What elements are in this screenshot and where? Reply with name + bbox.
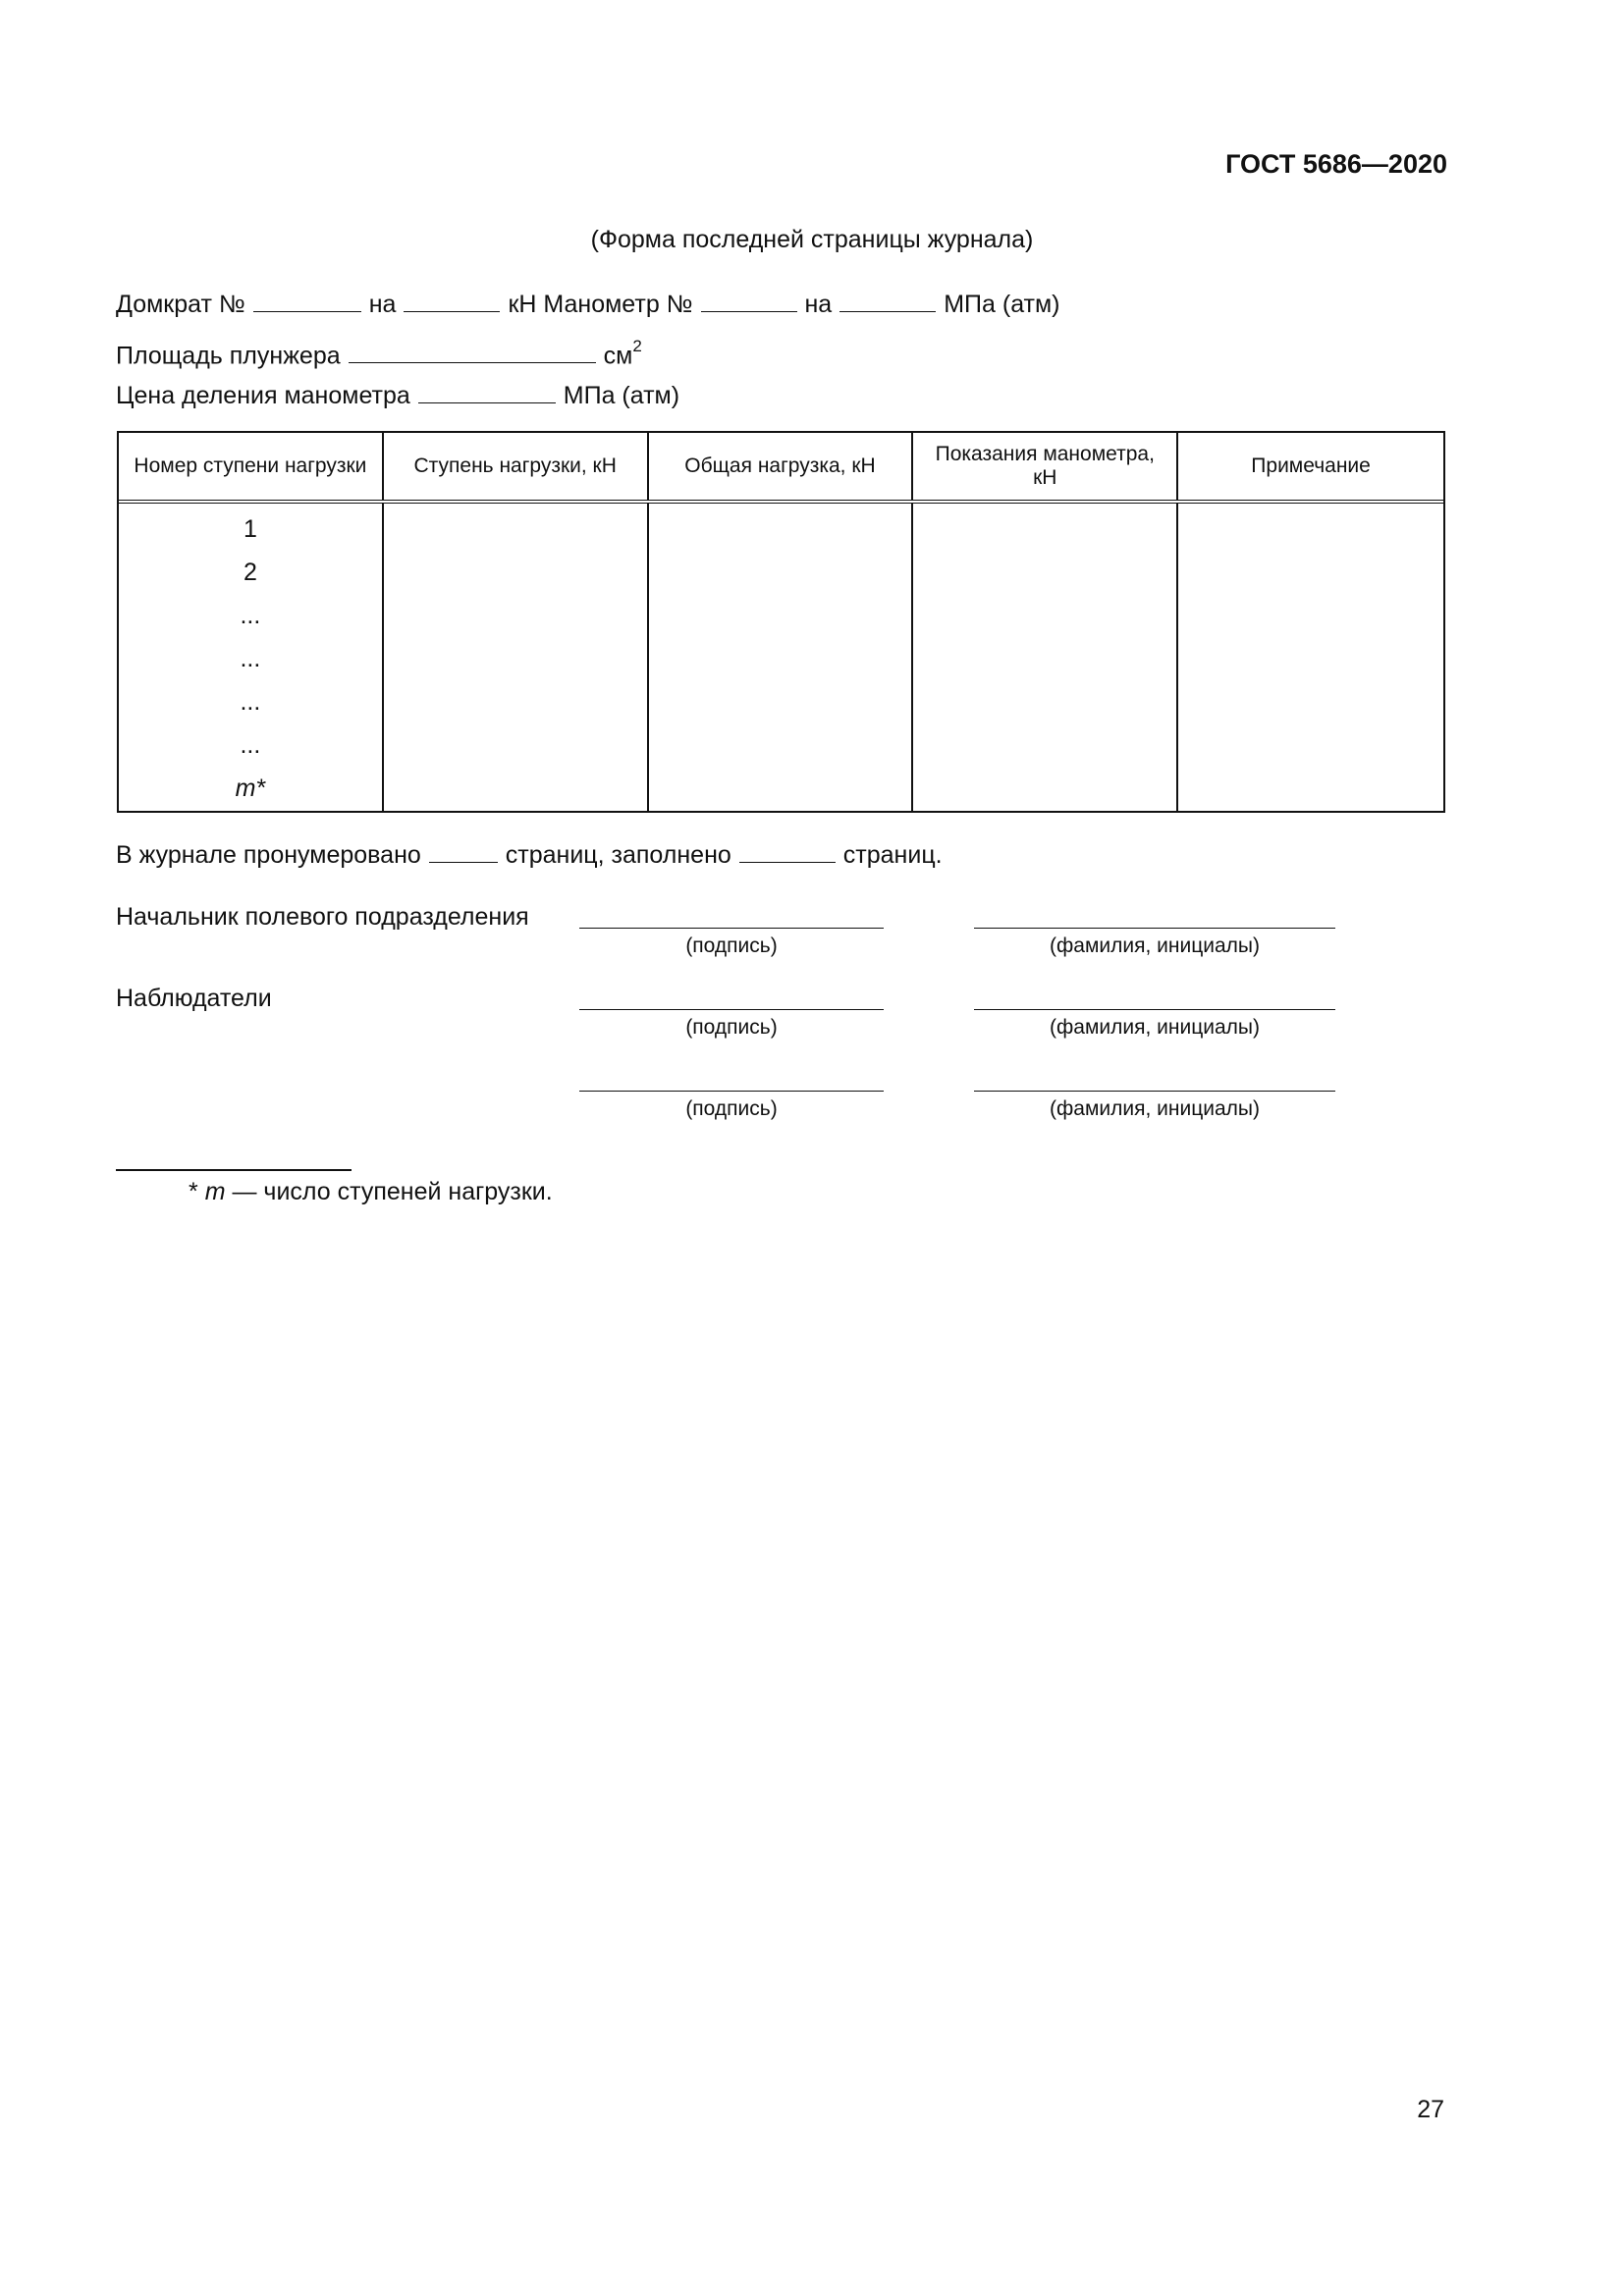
pages-filled-blank[interactable] [739, 840, 836, 863]
manometer-label: Манометр № [543, 291, 693, 318]
plunger-label: Площадь плунжера [116, 342, 341, 370]
signature-caption: (подпись) [685, 1016, 778, 1039]
head-of-unit-label: Начальник полевого подразделения [116, 903, 529, 931]
footnote-star: * [189, 1178, 198, 1205]
observers-label: Наблюдатели [116, 985, 272, 1012]
mpa-label: МПа (атм) [944, 291, 1060, 318]
pages-numbered-blank[interactable] [429, 840, 498, 863]
signature-caption: (подпись) [685, 1097, 778, 1120]
step-value: 1 [243, 515, 257, 543]
name-caption: (фамилия, инициалы) [1050, 1097, 1260, 1120]
jack-capacity-blank[interactable] [404, 290, 500, 312]
step-value: ... [240, 602, 261, 629]
footnote-variable: m [204, 1178, 226, 1205]
manometer-range-blank[interactable] [839, 290, 936, 312]
jack-label: Домкрат № [116, 291, 245, 318]
form-caption: (Форма последней страницы журнала) [590, 226, 1034, 253]
plunger-area-line [116, 334, 642, 371]
document-code: ГОСТ 5686—2020 [1225, 149, 1447, 179]
footnote-text: — число ступеней нагрузки. [232, 1178, 553, 1205]
cm-unit: см [603, 342, 633, 370]
name-caption: (фамилия, инициалы) [1050, 1016, 1260, 1039]
journal-table [117, 431, 1445, 813]
total-load-column[interactable] [649, 504, 914, 811]
jack-number-blank[interactable] [253, 290, 361, 312]
observer2-signature-line[interactable] [579, 1091, 884, 1092]
page-number: 27 [1417, 2096, 1444, 2123]
signature-caption: (подпись) [685, 934, 778, 957]
observer2-name-line[interactable] [974, 1091, 1335, 1092]
name-caption: (фамилия, инициалы) [1050, 934, 1260, 957]
table-body [119, 504, 1443, 811]
step-value: 2 [243, 559, 257, 586]
on-label: на [368, 291, 397, 318]
division-label: Цена деления манометра [116, 382, 410, 409]
step-number-column [119, 504, 384, 811]
header-step-number: Номер ступени нагрузки [119, 433, 384, 500]
manometer-number-blank[interactable] [701, 290, 797, 312]
pages-filled-label: страниц, заполнено [505, 841, 731, 869]
step-value: ... [240, 688, 261, 716]
division-unit: МПа (атм) [563, 382, 680, 409]
step-value: ... [240, 645, 261, 672]
cm-unit-superscript: 2 [632, 337, 642, 355]
jack-manometer-line [116, 289, 1060, 320]
head-signature-line[interactable] [579, 928, 884, 929]
pages-end-label: страниц. [842, 841, 943, 869]
note-column[interactable] [1178, 504, 1443, 811]
observer1-signature-line[interactable] [579, 1009, 884, 1010]
observer1-name-line[interactable] [974, 1009, 1335, 1010]
load-step-column[interactable] [384, 504, 649, 811]
plunger-area-blank[interactable] [349, 341, 596, 363]
division-price-line [116, 380, 679, 411]
step-value-last: m* [235, 774, 266, 802]
header-note: Примечание [1251, 454, 1371, 477]
step-value: ... [240, 731, 261, 759]
manometer-readings-column[interactable] [913, 504, 1178, 811]
footnote [189, 1178, 553, 1206]
pages-line [116, 839, 943, 871]
header-load-step: Ступень нагрузки, кН [384, 433, 649, 500]
on-label-2: на [804, 291, 833, 318]
pages-numbered-label: В журнале пронумеровано [116, 841, 421, 869]
division-price-blank[interactable] [418, 381, 556, 403]
header-total-load: Общая нагрузка, кН [649, 433, 914, 500]
kn-label: кН [508, 291, 537, 318]
head-name-line[interactable] [974, 928, 1335, 929]
footnote-separator [116, 1169, 352, 1171]
table-header-row [119, 433, 1443, 504]
header-manometer-readings: Показания манометра, кН [913, 433, 1178, 500]
